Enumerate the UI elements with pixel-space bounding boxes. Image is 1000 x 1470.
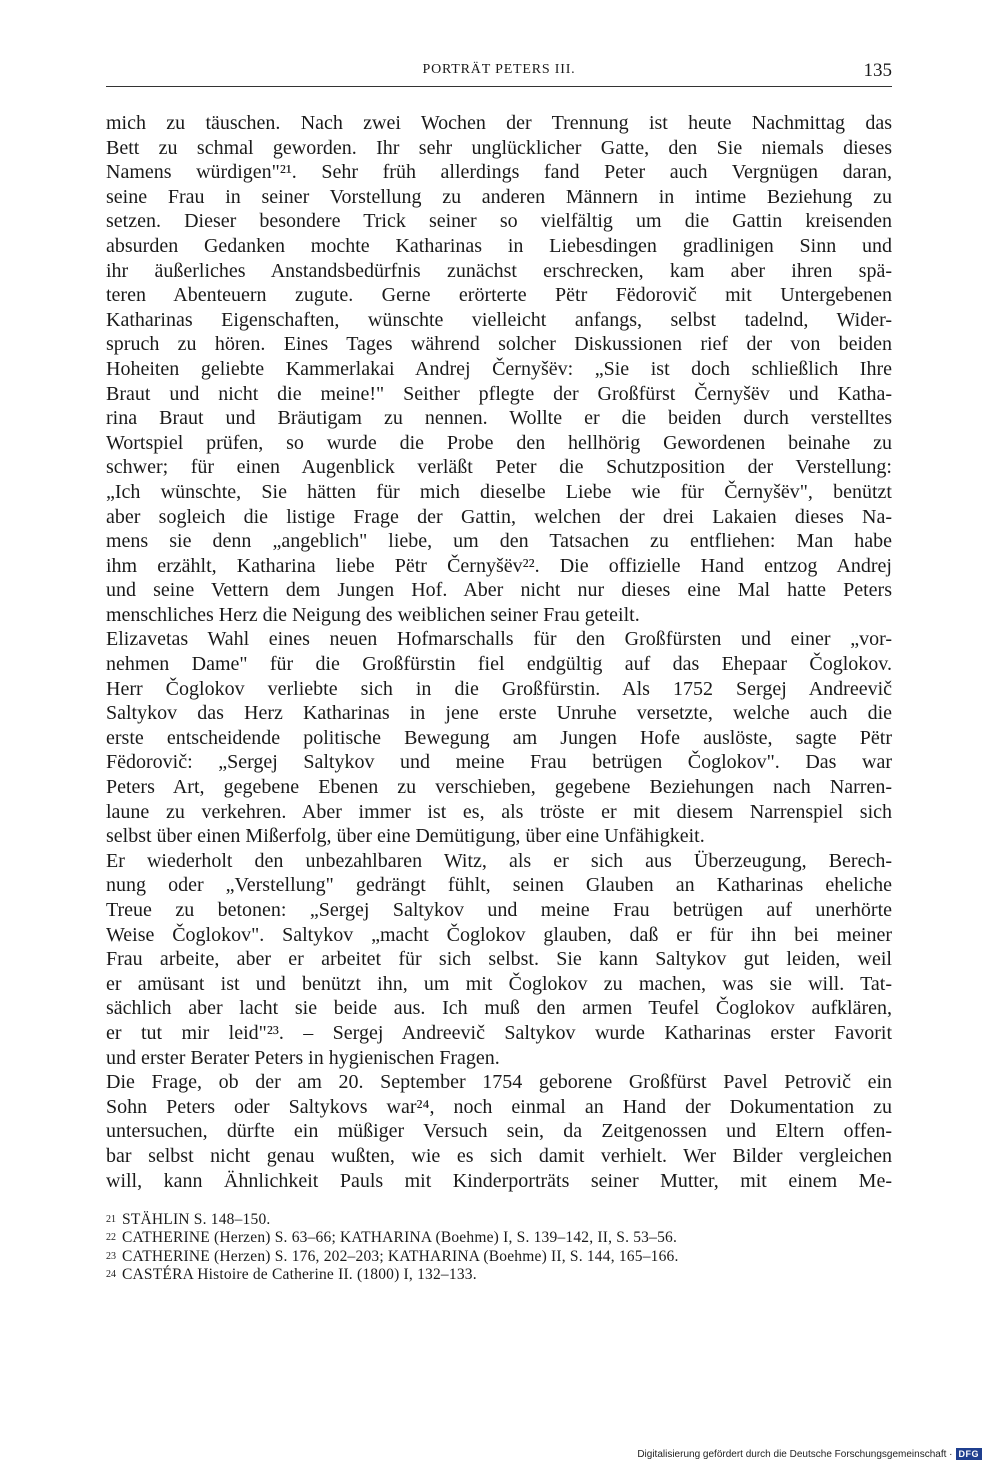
text-line: absurden Gedanken mochte Katharinas in Liebesdingen gradlinigen Sinn und (106, 234, 892, 257)
credit-text: Digitalisierung gefördert durch die Deutsche Forschungsgemeinschaft · (637, 1448, 953, 1460)
text-line: Wortspiel prüfen, so wurde die Probe den hellhörig Gewordenen beinahe zu (106, 431, 892, 454)
text-line: Die Frage, ob der am 20. September 1754 geborene Großfürst Pavel Petrovič ein (106, 1071, 892, 1094)
text-line: mens sie denn „angeblich" liebe, um den Tatsachen zu entfliehen: Man habe (106, 530, 892, 553)
text-line: Katharinas Eigenschaften, wünschte vielleicht anfangs, selbst tadelnd, Wider- (106, 308, 892, 331)
text-line: aber sogleich die listige Frage der Gattin, welchen der drei Lakaien dieses Na- (106, 505, 892, 528)
text-line: und seine Vettern dem Jungen Hof. Aber nicht nur dieses eine Mal hatte Peters (106, 579, 892, 602)
text-line: ihr äußerliches Anstandsbedürfnis zunächst erschrecken, kam aber ihren spä- (106, 259, 892, 282)
footnote-text: STÄHLIN S. 148–150. (122, 1211, 271, 1228)
text-line: Braut und nicht die meine!" Seither pflegte der Großfürst Černyšëv und Katha- (106, 382, 892, 405)
text-line: Treue zu betonen: „Sergej Saltykov und meine Frau betrügen auf unerhörte (106, 899, 892, 921)
text-line: Sohn Peters oder Saltykovs war²⁴, noch einmal an Hand der Dokumentation zu (106, 1095, 892, 1118)
footnote-number: 23 (106, 1250, 116, 1262)
footnote-number: 21 (106, 1214, 116, 1225)
footnote (106, 1211, 892, 1229)
text-line: mich zu täuschen. Nach zwei Wochen der Trennung ist heute Nachmittag das (106, 112, 892, 134)
text-line: Bett zu schmal geworden. Ihr sehr unglücklicher Gatte, den Sie niemals dieses (106, 136, 892, 159)
footnote-text: CATHERINE (Herzen) S. 63–66; KATHARINA (Boehme) I, S. 139–142, II, S. 53–56. (122, 1229, 678, 1247)
text-line: „Ich wünschte, Sie hätten für mich dieselbe Liebe wie für Černyšëv", benützt (106, 480, 892, 503)
footnote-number: 24 (106, 1269, 116, 1281)
text-line: rina Braut und Bräutigam zu nennen. Wollte er die beiden durch verstelltes (106, 407, 892, 430)
text-line: Hoheiten geliebte Kammerlakai Andrej Černyšëv: „Sie ist doch schließlich Ihre (106, 357, 892, 380)
text-line: Er wiederholt den unbezahlbaren Witz, als er sich aus Überzeugung, Berech- (106, 849, 892, 872)
text-line: Fëdorovič: „Sergej Saltykov und meine Frau betrügen Čoglokov". Das war (106, 751, 892, 774)
text-line: Saltykov das Herz Katharinas in jene erste Unruhe versetzte, welche auch die (106, 702, 892, 725)
text-line: menschliches Herz die Neigung des weiblichen seiner Frau geteilt. (106, 603, 640, 626)
text-line: laune zu verkehren. Aber immer ist es, als tröste er mit diesem Narrenspiel sich (106, 800, 892, 823)
text-line: Frau arbeite, aber er arbeitet für sich selbst. Sie kann Saltykov gut leiden, weil (106, 948, 892, 971)
text-line: spruch zu hören. Eines Tages während solcher Diskussionen rief der von beiden (106, 333, 892, 356)
text-line: und erster Berater Peters in hygienischen Fragen. (106, 1046, 500, 1069)
text-line: bar selbst nicht genau wußten, wie es sich damit verhielt. Wer Bilder vergleichen (106, 1144, 892, 1167)
text-line: will, kann Ähnlichkeit Pauls mit Kinderporträts seiner Mutter, mit einem Me- (106, 1169, 892, 1192)
body-text (106, 111, 892, 1193)
footnote-number: 22 (106, 1232, 116, 1244)
text-line: untersuchen, dürfte ein müßiger Versuch sein, da Zeitgenossen und Eltern offen- (106, 1120, 892, 1143)
text-line: ihm erzählt, Katharina liebe Pëtr Černyšëv²². Die offizielle Hand entzog Andrej (106, 554, 892, 577)
text-line: seine Frau in seiner Vorstellung zu anderen Männern in intime Beziehung zu (106, 185, 892, 208)
footnote (106, 1266, 892, 1284)
text-line: Herr Čoglokov verliebte sich in die Großfürstin. Als 1752 Sergej Andreevič (106, 677, 892, 700)
text-line: Peters Art, gegebene Ebenen zu verschieben, gegebene Beziehungen nach Narren- (106, 776, 892, 799)
footnote-text: CATHERINE (Herzen) S. 176, 202–203; KATHARINA (Boehme) II, S. 144, 165–166. (122, 1247, 679, 1265)
footnote (106, 1229, 892, 1247)
text-line: schwer; für einen Augenblick verläßt Peter die Schutzposition der Verstellung: (106, 456, 892, 479)
header-rule (106, 86, 892, 87)
text-line: setzen. Dieser besondere Trick seiner so vielfältig um die Gattin kreisenden (106, 210, 892, 233)
text-line: erste entscheidende politische Bewegung am Jungen Hofe auslöste, sagte Pëtr (106, 726, 892, 749)
running-title: PORTRÄT PETERS III. (422, 62, 576, 77)
footnote (106, 1248, 892, 1266)
text-line: teren Abenteuern zugute. Gerne erörterte Pëtr Fëdorovič mit Untergebenen (106, 284, 892, 307)
text-line: sächlich aber lacht sie beide aus. Ich muß den armen Teufel Čoglokov aufklären, (106, 997, 892, 1020)
text-line: Elizavetas Wahl eines neuen Hofmarschalls für den Großfürsten und einer „vor- (106, 628, 892, 651)
dfg-logo: DFG (956, 1448, 983, 1460)
text-line: er tut mir leid"²³. – Sergej Andreevič Saltykov wurde Katharinas erster Favorit (106, 1021, 892, 1044)
text-line: Weise Čoglokov". Saltykov „macht Čoglokov glauben, daß er für ihn bei meiner (106, 923, 892, 946)
footnote-text: CASTÉRA Histoire de Catherine II. (1800) I, 132–133. (122, 1266, 477, 1284)
text-line: er amüsant ist und benützt ihn, um mit Čoglokov zu machen, was sie will. Tat- (106, 972, 892, 995)
text-line: nehmen Dame" für die Großfürstin fiel endgültig auf das Ehepaar Čoglokov. (106, 653, 892, 676)
footnotes (106, 1211, 892, 1285)
digitization-credit (637, 1446, 982, 1462)
text-line: nung oder „Verstellung" gedrängt fühlt, seinen Glauben an Katharinas eheliche (106, 874, 892, 897)
text-line: selbst über einen Mißerfolg, über eine Demütigung, über eine Unfähigkeit. (106, 825, 705, 848)
running-head (106, 60, 892, 88)
text-line: Namens würdigen"²¹. Sehr früh allerdings fand Peter auch Vergnügen daran, (106, 161, 892, 184)
page-number: 135 (863, 60, 892, 81)
